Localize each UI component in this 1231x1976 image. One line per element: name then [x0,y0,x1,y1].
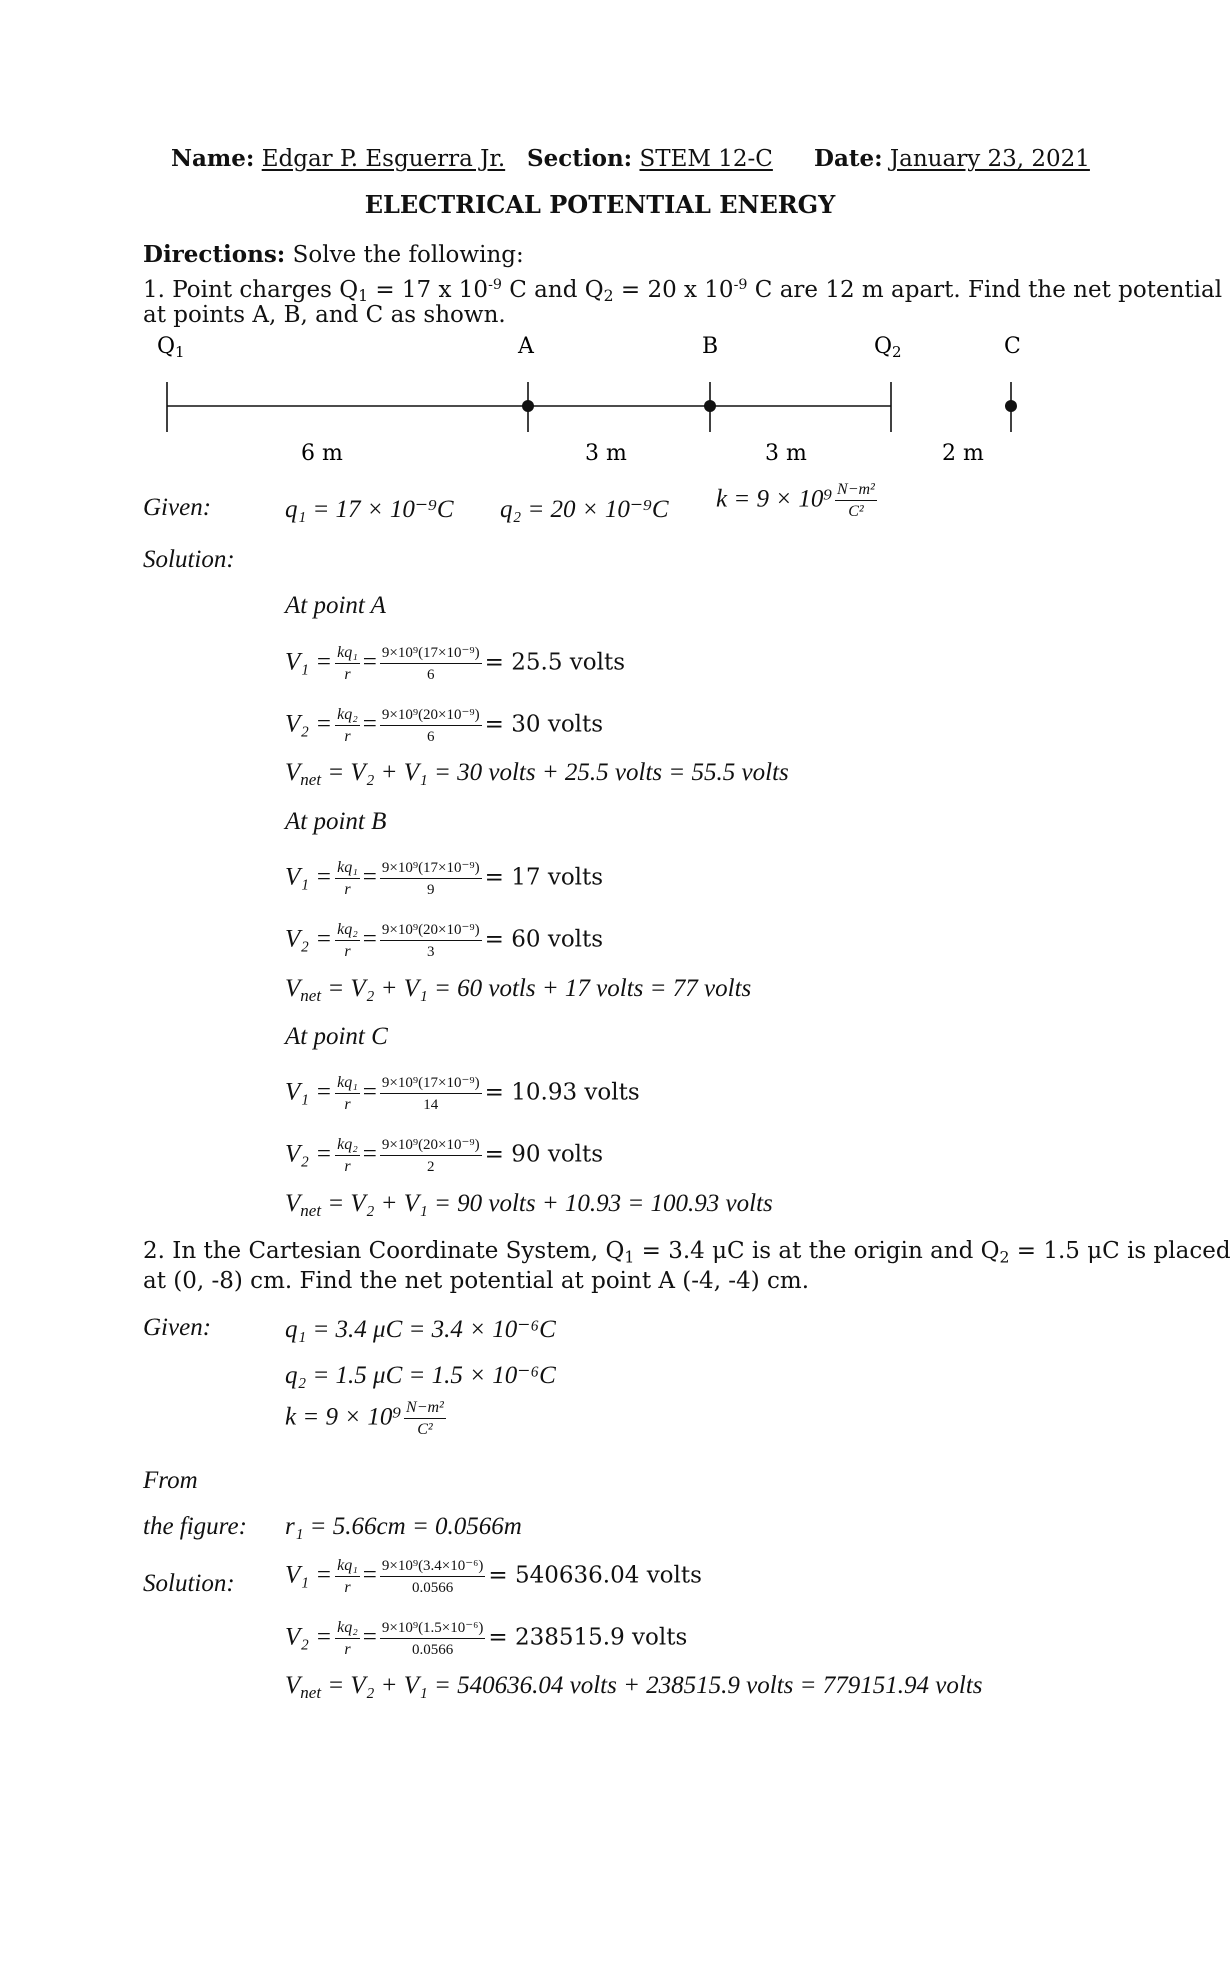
p1-exp-1: -9 [488,277,502,293]
point-a-v1: V₁ = $\frac{\text{kq₁}}{r}$ = $\frac{\text{9×10⁹(17×10⁻⁹)}}{6}$ = 25.5 volts [285,644,626,683]
p2-r1: r₁ = 5.66cm = 0.0566m [285,1513,522,1540]
point-a-vnet [285,759,789,790]
kq2-num: kq₂ [335,922,360,941]
header-section [527,144,773,174]
v1-result: = 25.5 volts [484,649,626,676]
point-c-dot [1005,400,1017,412]
p1-text-a: 1. Point charges Q [143,276,359,303]
r-den: r [344,1158,351,1175]
p2-given-q2: q₂ = 1.5 μC = 1.5 × 10⁻⁶C [285,1362,556,1389]
point-b-dot [704,400,716,412]
header-date [814,144,1090,174]
p1-k-unit-den: C² [848,503,864,520]
v1-den: 9 [427,882,435,898]
point-a-heading: At point A [285,592,386,619]
kq2-num: kq₂ [335,1137,360,1156]
r-den: r [344,1096,351,1113]
vnet-sub: net [300,1200,322,1220]
p1-exp-2: -9 [733,277,748,293]
r-den: r [344,943,351,960]
point-b-vnet [285,975,751,1006]
v1-lhs: V₁ = [285,1561,333,1589]
vnet-lhs: V [285,975,301,1002]
point-a-dot [522,400,534,412]
p2-k-value: k = 9 × 10⁹ [285,1403,402,1431]
label-q2: Q2 [874,334,902,361]
page-title: ELECTRICAL POTENTIAL ENERGY [364,190,836,219]
p2-sub-1: 1 [624,1247,635,1267]
v2-num: 9×10⁹(20×10⁻⁹) [380,1137,482,1156]
v2-result: = 90 volts [484,1141,604,1168]
v1-num: 9×10⁹(3.4×10⁻⁶) [380,1558,486,1577]
section-label: Section: [527,145,633,172]
name-label: Name: [171,145,255,172]
p2-given-q1: q₁ = 3.4 μC = 3.4 × 10⁻⁶C [285,1316,556,1343]
p1-text-b: = 17 x 10 [368,276,489,303]
label-q1: Q1 [157,334,185,361]
point-b-v2: V₂ = $\frac{\text{kq₂}}{r}$ = $\frac{\text{9×10⁹(20×10⁻⁹)}}{3}$ = 60 volts [285,921,604,960]
p2-v2: V₂ = $\frac{\text{kq₂}}{r}$ = $\frac{\text{9×10⁹(1.5×10⁻⁶)}}{0.0566}$ = 238515.9 volts [285,1619,688,1658]
v1-lhs: V₁ = [285,648,333,676]
vnet-expr: = V₂ + V₁ = 60 votls + 17 volts = 77 volts [327,975,752,1002]
kq1-num: kq₁ [335,1558,360,1577]
point-b-v1: V₁ = $\frac{\text{kq₁}}{r}$ = $\frac{\text{9×10⁹(17×10⁻⁹)}}{9}$ = 17 volts [285,859,604,898]
p1-given-q2: q₂ = 20 × 10⁻⁹C [500,496,669,523]
v1-result: = 17 volts [484,864,604,891]
v1-den: 14 [423,1097,439,1113]
distance-3: 3 m [765,441,807,466]
p2-k-unit-den: C² [417,1421,433,1438]
p2-solution-label: Solution: [143,1570,235,1597]
p2-given-label: Given: [143,1314,212,1341]
p2-figure-label: the figure: [143,1513,247,1540]
v1-num: 9×10⁹(17×10⁻⁹) [380,1075,482,1094]
r-den: r [344,666,351,683]
directions [143,240,524,270]
p1-given-label: Given: [143,494,212,521]
point-c-v1: V₁ = $\frac{\text{kq₁}}{r}$ = $\frac{\text{9×10⁹(17×10⁻⁹)}}{14}$ = 10.93 volts [285,1074,640,1113]
v1-lhs: V₁ = [285,863,333,891]
v2-result: = 238515.9 volts [488,1624,688,1651]
header-name [171,144,505,174]
section-value: STEM 12-C [639,146,773,172]
p1-solution-label: Solution: [143,546,235,573]
v2-den: 6 [427,729,435,745]
p1-k-unit-num: N−m² [835,482,877,501]
p1-text-e: C are 12 m apart. Find the net potential [747,276,1223,303]
vnet-expr: = V₂ + V₁ = 90 volts + 10.93 = 100.93 volts [327,1190,773,1217]
kq2-num: kq₂ [335,1620,360,1639]
label-b: B [702,334,719,359]
name-value: Edgar P. Esguerra Jr. [261,146,506,172]
point-b-heading: At point B [285,808,387,835]
v2-lhs: V₂ = [285,1623,333,1651]
v2-den: 2 [427,1159,435,1175]
p1-sub-1: 1 [358,286,369,306]
r-den: r [344,1641,351,1658]
v1-num: 9×10⁹(17×10⁻⁹) [380,645,482,664]
vnet-expr: = V₂ + V₁ = 540636.04 volts + 238515.9 volts = 779151.94 volts [327,1672,983,1699]
p1-text-c: C and Q [501,276,604,303]
v2-result: = 60 volts [484,926,604,953]
vnet-expr: = V₂ + V₁ = 30 volts + 25.5 volts = 55.5 volts [327,759,789,786]
p2-k-unit-num: N−m² [404,1400,446,1419]
vnet-lhs: V [285,1672,301,1699]
v1-result: = 10.93 volts [484,1079,640,1106]
v2-lhs: V₂ = [285,710,333,738]
p1-sub-2: 2 [603,286,614,306]
v2-lhs: V₂ = [285,1140,333,1168]
charge-line-diagram [0,330,1200,470]
v2-result: = 30 volts [484,711,604,738]
vnet-sub: net [300,769,322,789]
point-c-heading: At point C [285,1023,388,1050]
vnet-lhs: V [285,1190,301,1217]
p2-text-b: = 3.4 μC is at the origin and Q [634,1238,1000,1264]
point-c-v2: V₂ = $\frac{\text{kq₂}}{r}$ = $\frac{\text{9×10⁹(20×10⁻⁹)}}{2}$ = 90 volts [285,1136,604,1175]
date-label: Date: [814,145,883,172]
v2-den: 0.0566 [412,1642,454,1658]
kq2-num: kq₂ [335,707,360,726]
distance-4: 2 m [942,441,984,466]
label-a: A [518,334,534,359]
v1-result: = 540636.04 volts [488,1562,702,1589]
v2-num: 9×10⁹(1.5×10⁻⁶) [380,1620,486,1639]
r-den: r [344,1579,351,1596]
v2-num: 9×10⁹(20×10⁻⁹) [380,922,482,941]
r-den: r [344,728,351,745]
v1-den: 6 [427,667,435,683]
label-c: C [1004,334,1021,359]
p2-sub-2: 2 [999,1247,1010,1267]
p1-text-d: = 20 x 10 [613,276,734,303]
v1-num: 9×10⁹(17×10⁻⁹) [380,860,482,879]
v1-lhs: V₁ = [285,1078,333,1106]
p2-given-k [285,1400,449,1438]
date-value: January 23, 2021 [889,146,1090,172]
p2-text-c: = 1.5 μC is placed [1009,1238,1231,1264]
point-c-vnet [285,1190,773,1221]
kq1-num: kq₁ [335,645,360,664]
vnet-lhs: V [285,759,301,786]
p1-given-q1: q₁ = 17 × 10⁻⁹C [285,496,454,523]
distance-1: 6 m [301,441,343,466]
vnet-sub: net [300,985,322,1005]
problem-1-line-2: at points A, B, and C as shown. [143,302,506,328]
v1-den: 0.0566 [412,1580,454,1596]
distance-2: 3 m [585,441,627,466]
kq1-num: kq₁ [335,1075,360,1094]
p2-text-a: 2. In the Cartesian Coordinate System, Q [143,1238,625,1264]
v2-den: 3 [427,944,435,960]
v2-num: 9×10⁹(20×10⁻⁹) [380,707,482,726]
v2-lhs: V₂ = [285,925,333,953]
p2-vnet [285,1672,983,1703]
point-a-v2: V₂ = $\frac{\text{kq₂}}{r}$ = $\frac{\text{9×10⁹(20×10⁻⁹)}}{6}$ = 30 volts [285,706,604,745]
problem-2-line-2: at (0, -8) cm. Find the net potential at point A (-4, -4) cm. [143,1268,810,1294]
directions-label: Directions: [143,241,286,268]
directions-text: Solve the following: [292,242,524,268]
kq1-num: kq₁ [335,860,360,879]
p1-k-value: k = 9 × 10⁹ [716,485,833,513]
vnet-sub: net [300,1682,322,1702]
p2-from-label: From [143,1467,198,1494]
p1-given-k [716,482,880,520]
r-den: r [344,881,351,898]
p2-v1: V₁ = $\frac{\text{kq₁}}{r}$ = $\frac{\text{9×10⁹(3.4×10⁻⁶)}}{0.0566}$ = 540636.04 volts [285,1557,702,1596]
